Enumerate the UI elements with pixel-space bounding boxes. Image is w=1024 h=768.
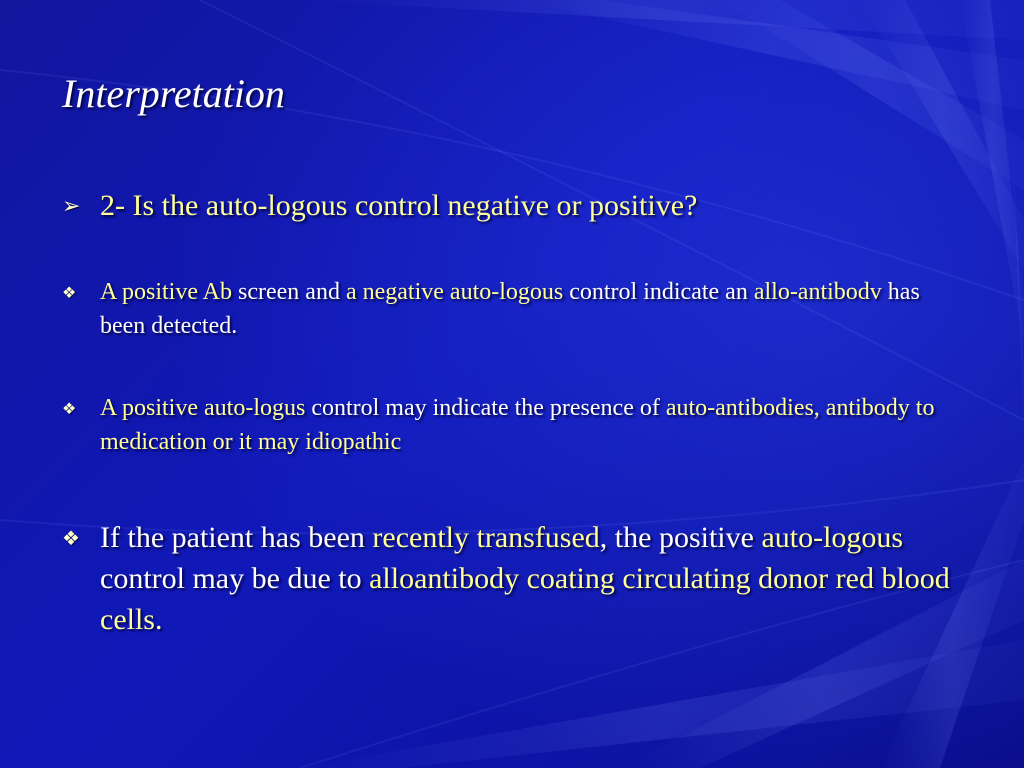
arrowhead-bullet-icon: ➢ [62,193,81,218]
text-segment: recently transfused [372,521,600,554]
text-segment: auto-antibodies, antibody to medication or it may idiopathic [100,395,935,455]
bullet-text [100,517,964,640]
text-segment: control may be due to [100,562,370,595]
bullet-text [100,391,964,459]
bullet-item-positive-control [62,391,964,459]
text-segment: allo-antibodv [753,279,882,305]
text-segment: screen and [232,279,346,305]
text-segment: If the patient has been [100,521,373,554]
text-segment: a negative auto-logous [345,279,564,305]
text-segment: , the positive [599,521,762,554]
bullet-text [100,186,964,226]
bullet-item-transfused [62,517,964,640]
text-segment: control may indicate the presence of [305,395,666,421]
diamond-bullet-icon: ❖ [62,285,77,302]
diamond-bullet-icon: ❖ [62,401,77,418]
text-segment: A positive Ab [100,279,233,305]
bullet-text [100,275,964,343]
bullet-item-question [62,186,964,226]
text-segment: A positive auto-logus [100,395,306,421]
text-segment: control indicate an [563,279,754,305]
bullet-item-negative-control [62,275,964,343]
text-segment: auto-logous [761,521,904,554]
text-segment: has been detected. [100,279,920,339]
text-segment: 2- Is the auto-logous control negative or positive? [100,189,698,222]
diamond-bullet-icon: ❖ [62,528,80,550]
text-segment: alloantibody coating circulating donor red blood cells. [100,562,950,636]
slide-title: Interpretation [62,71,285,116]
